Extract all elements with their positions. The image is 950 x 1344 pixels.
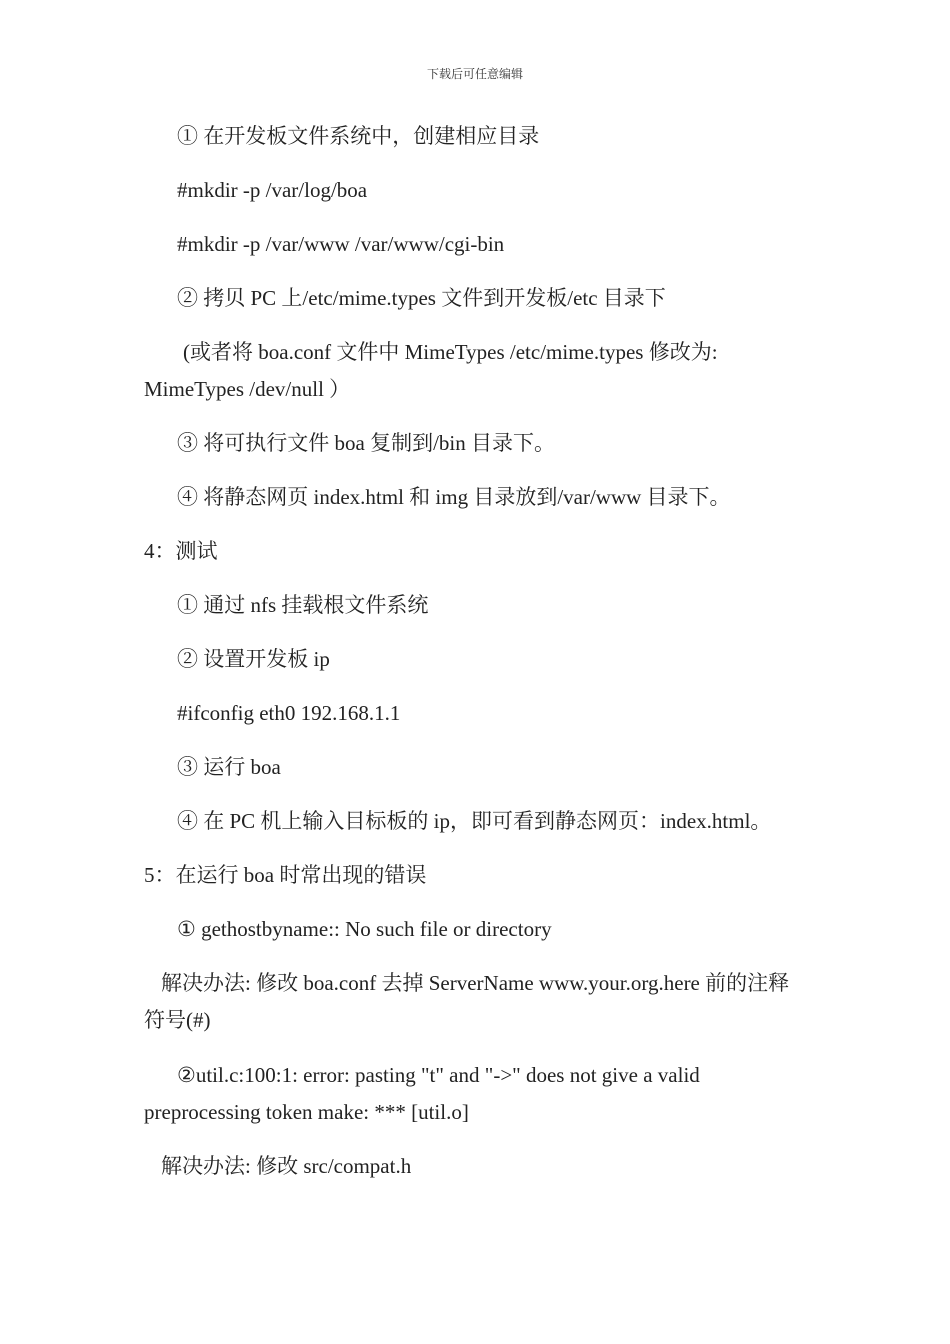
paragraph-solution-servername: 解决办法: 修改 boa.conf 去掉 ServerName www.your.org.here 前的注释符号(#)	[144, 971, 790, 1032]
paragraph-error-util: ②util.c:100:1: error: pasting "t" and "->" does not give a valid preprocessing token make: *** [util.o]	[144, 1063, 700, 1124]
text-line-run-boa: ③ 运行 boa	[177, 755, 281, 779]
command-mkdir-www: #mkdir -p /var/www /var/www/cgi-bin	[177, 232, 505, 256]
page-header: 下载后可任意编辑	[426, 67, 523, 81]
text-line-copy-boa: ③ 将可执行文件 boa 复制到/bin 目录下。	[177, 431, 555, 455]
text-line-nfs-mount: ① 通过 nfs 挂载根文件系统	[177, 593, 429, 617]
command-mkdir-log: #mkdir -p /var/log/boa	[177, 178, 368, 202]
text-line-error-gethostbyname: ① gethostbyname:: No such file or directory	[177, 917, 552, 941]
text-line-copy-mime: ② 拷贝 PC 上/etc/mime.types 文件到开发板/etc 目录下	[177, 286, 666, 310]
text-line-solution-compat: 解决办法: 修改 src/compat.h	[161, 1154, 412, 1178]
text-line-open-page: ④ 在 PC 机上输入目标板的 ip，即可看到静态网页：index.html。	[177, 809, 772, 833]
section-heading-errors: 5：在运行 boa 时常出现的错误	[144, 863, 427, 887]
command-ifconfig: #ifconfig eth0 192.168.1.1	[177, 701, 401, 725]
text-line-static-page: ④ 将静态网页 index.html 和 img 目录放到/var/www 目录下。	[177, 485, 731, 509]
text-line-set-ip: ② 设置开发板 ip	[177, 647, 330, 671]
section-heading-test: 4：测试	[144, 539, 218, 563]
paragraph-mime-alternative: (或者将 boa.conf 文件中 MimeTypes /etc/mime.types 修改为: MimeTypes /dev/null ）	[144, 340, 718, 401]
text-line-create-dirs: ① 在开发板文件系统中，创建相应目录	[177, 124, 540, 148]
